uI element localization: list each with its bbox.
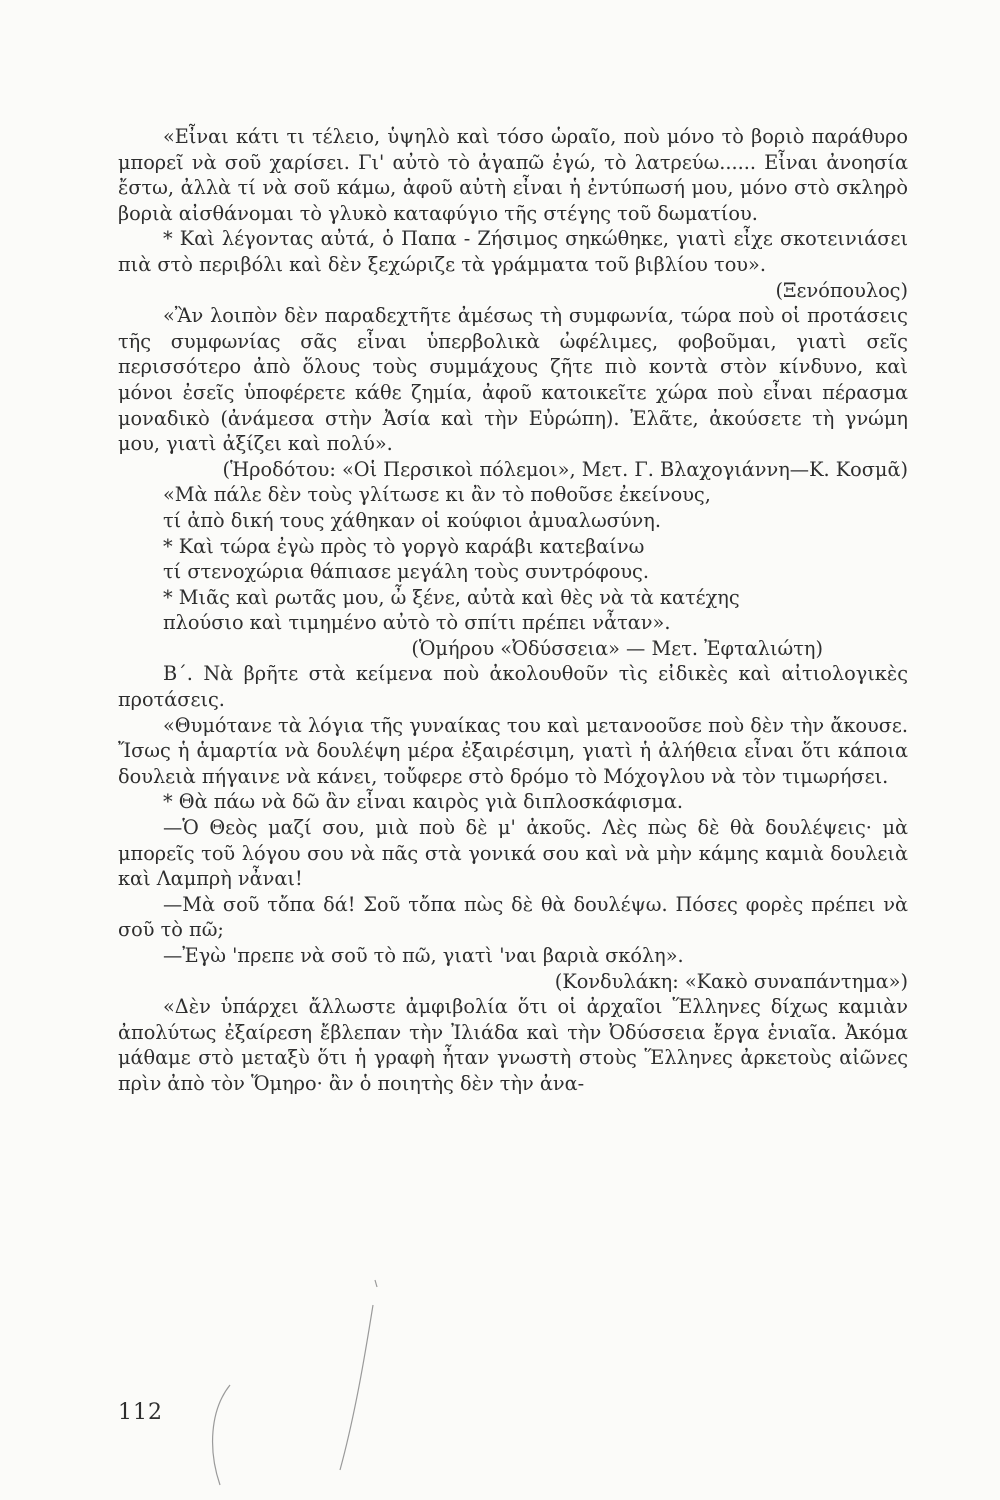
source-xenopoulos: (Ξενόπουλος): [775, 278, 908, 302]
pencil-mark-icon: [200, 1380, 240, 1490]
paragraph-9: —Ἐγὼ 'πρεπε νὰ σοῦ τὸ πῶ, γιατὶ 'ναι βαριὰ σκόλη».: [163, 944, 684, 967]
page-number: 112: [118, 1400, 163, 1425]
source-homer: (Ὁμήρου «Ὀδύσσεια» — Μετ. Ἐφταλιώτη): [411, 636, 823, 660]
verse-line-2: τί ἀπὸ δική τους χάθηκαν οἱ κούφιοι ἀμυαλωσύνη.: [163, 508, 661, 532]
verse-line-6: πλούσιο καὶ τιμημένο αὐτὸ τὸ σπίτι πρέπει νἆταν».: [163, 611, 671, 635]
paragraph-8: —Μὰ σοῦ τὄπα δά! Σοῦ τὄπα πὼς δὲ θὰ δουλέψω. Πόσες φορὲς πρέπει νὰ σοῦ τὸ πῶ;: [118, 892, 908, 942]
paragraph-1: «Εἶναι κάτι τι τέλειο, ὑψηλὸ καὶ τόσο ὡραῖο, ποὺ μόνο τὸ βοριὸ παράθυρο μπορεῖ νὰ σοῦ χαρίσει. Γι' αὐτὸ τὸ ἀγαπῶ ἐγώ, τὸ λατρεύω...... Εἶναι ἀνοησία ἔστω, ἀλλὰ τί νὰ σοῦ κάμω, ἀφοῦ αὐτὴ εἶναι ἡ ἐντύπωσή μου, μόνο στὸ σκληρὸ βοριὰ αἰσθάνομαι τὸ γλυκὸ καταφύγιο τῆς στέγης τοῦ δωματίου.: [118, 125, 908, 225]
paragraph-6: * Θὰ πάω νὰ δῶ ἂν εἶναι καιρὸς γιὰ διπλοσκάφισμα.: [163, 790, 683, 814]
pencil-stroke-icon: [335, 1275, 395, 1475]
exercise-b-heading: Β΄. Νὰ βρῆτε στὰ κείμενα ποὺ ἀκολουθοῦν τὶς εἰδικὲς καὶ αἰτιολογικὲς προτάσεις.: [118, 662, 908, 712]
source-kondylakis: (Κονδυλάκη: «Κακὸ συναπάντημα»): [554, 969, 908, 993]
verse-line-3: * Καὶ τώρα ἐγὼ πρὸς τὸ γοργὸ καράβι κατεβαίνω: [163, 534, 645, 558]
verse-line-5: * Μιᾶς καὶ ρωτᾶς μου, ὦ ξένε, αὐτὰ καὶ θὲς νὰ τὰ κατέχης: [163, 585, 740, 609]
paragraph-7: —Ὁ Θεὸς μαζί σου, μιὰ ποὺ δὲ μ' ἀκοῦς. Λὲς πὼς δὲ θὰ δουλέψεις· μὰ μπορεῖς τοῦ λόγου σου νὰ πᾶς στὰ γονικά σου καὶ νὰ μὴν κάμης καμιὰ δουλειὰ καὶ Λαμπρὴ νἆναι!: [118, 816, 908, 891]
paragraph-3: «Ἂν λοιπὸν δὲν παραδεχτῆτε ἀμέσως τὴ συμφωνία, τώρα ποὺ οἱ προτάσεις τῆς συμφωνίας σᾶς εἶναι ὑπερβολικὰ ὠφέλιμες, φοβοῦμαι, γιατὶ σεῖς περισσότερο ἀπὸ ὅλους τοὺς συμμάχους ζῆτε πιὸ κοντὰ στὸν κίνδυνο, καὶ μόνοι ἐσεῖς ὑποφέρετε κάθε ζημία, ἀφοῦ κατοικεῖτε χώρα ποὺ εἶναι πέρασμα μοναδικὸ (ἀνάμεσα στὴν Ἀσία καὶ τὴν Εὐρώπη). Ἐλᾶτε, ἀκούσετε τὴ γνώμη μου, γιατὶ ἀξίζει καὶ πολύ».: [118, 304, 908, 456]
paragraph-2: * Καὶ λέγοντας αὐτά, ὁ Παπα - Ζήσιμος σηκώθηκε, γιατὶ εἶχε σκοτεινιάσει πιὰ στὸ περιβόλι καὶ δὲν ξεχώριζε τὰ γράμματα τοῦ βιβλίου του».: [118, 227, 908, 276]
verse-line-1: «Μὰ πάλε δὲν τοὺς γλίτωσε κι ἂν τὸ ποθοῦσε ἐκείνους,: [163, 483, 711, 507]
verse-line-4: τί στενοχώρια θάπιασε μεγάλη τοὺς συντρόφους.: [163, 560, 649, 584]
source-herodotus: (Ἡροδότου: «Οἱ Περσικοὶ πόλεμοι», Μετ. Γ. Βλαχογιάννη—Κ. Κοσμᾶ): [222, 457, 908, 481]
paragraph-5: «Θυμότανε τὰ λόγια τῆς γυναίκας του καὶ μετανοοῦσε ποὺ δὲν τὴν ἄκουσε. Ἴσως ἡ ἁμαρτία νὰ δουλέψη μέρα ἐξαιρέσιμη, γιατὶ ἡ ἀλήθεια εἶναι ὅτι κάποια δουλειὰ πήγαινε νὰ κάνει, τοὔφερε στὸ δρόμο τὸ Μόχογλου νὰ τὸν τιμωρήσει.: [118, 713, 908, 788]
paragraph-10: «Δὲν ὑπάρχει ἄλλωστε ἀμφιβολία ὅτι οἱ ἀρχαῖοι Ἕλληνες δίχως καμιὰν ἀπολύτως ἐξαίρεση ἔβλεπαν τὴν Ἰλιάδα καὶ τὴν Ὀδύσσεια ἔργα ἑνιαῖα. Ἀκόμα μάθαμε στὸ μεταξὺ ὅτι ἡ γραφὴ ἦταν γνωστὴ στοὺς Ἕλληνες ἀρκετοὺς αἰῶνες πρὶν ἀπὸ τὸν Ὅμηρο· ἂν ὁ ποιητὴς δὲν τὴν ἀνα-: [118, 995, 908, 1095]
page-body: [118, 124, 908, 1097]
